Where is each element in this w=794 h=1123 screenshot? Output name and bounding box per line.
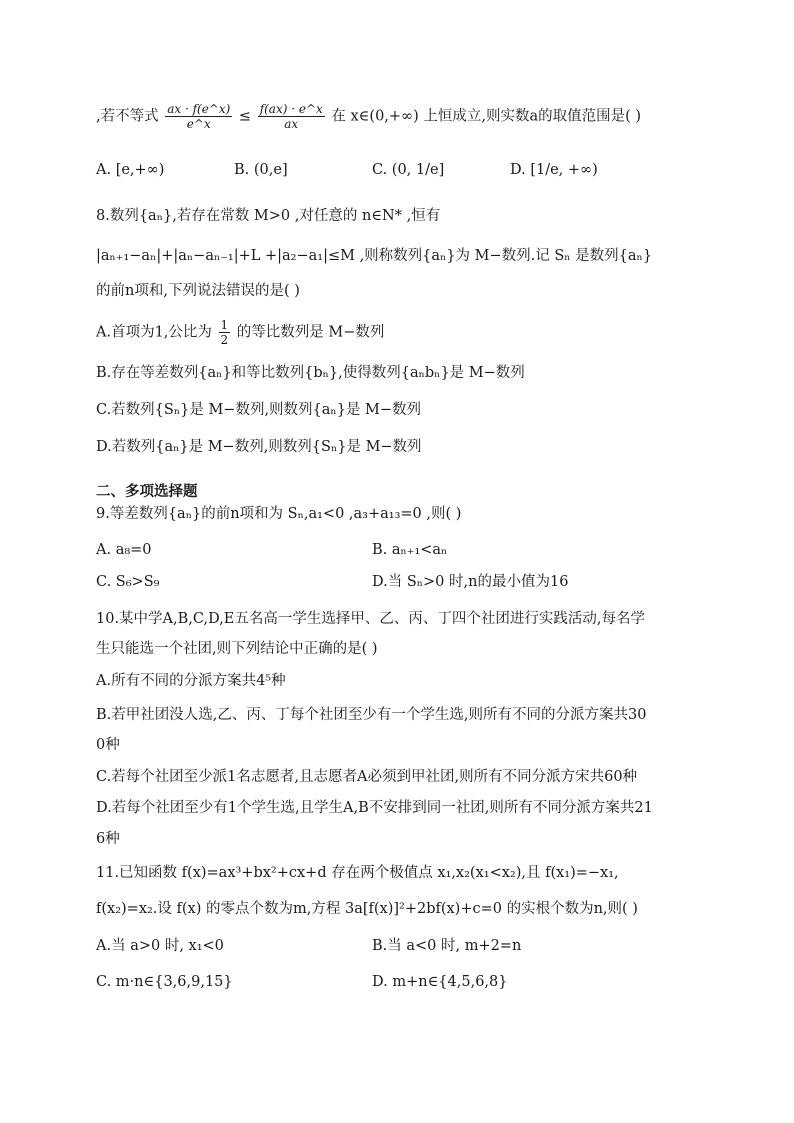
- q9-options-row1: [96, 536, 706, 564]
- q11-stem-line2: f(x₂)=x₂.设 f(x) 的零点个数为m,方程 3a[f(x)]²+2bf(x)+c=0 的实根个数为n,则( ): [96, 901, 638, 917]
- q7-rhs-fraction: [258, 102, 325, 131]
- q10-option-a: A.所有不同的分派方案共4⁵种: [96, 673, 286, 689]
- q8-option-c: C.若数列{Sₙ}是 M−数列,则数列{aₙ}是 M−数列: [96, 402, 422, 418]
- q7-relation: ≤: [238, 108, 252, 125]
- q8-stem-line1: 8.数列{aₙ},若存在常数 M>0 ,对任意的 n∈N* ,恒有: [96, 208, 441, 224]
- q11-options-row1: [96, 932, 706, 960]
- q10-option-c: C.若每个社团至少派1名志愿者,且志愿者A必须到甲社团,则所有不同分派方宋共60种: [96, 769, 638, 785]
- q9-option-c: C. S₆>S₉: [96, 574, 160, 590]
- q7-option-a: A. [e,+∞): [96, 162, 165, 178]
- q10-option-b-line1: B.若甲社团没人选,乙、丙、丁每个社团至少有一个学生选,则所有不同的分派方案共30: [96, 707, 647, 723]
- q8-option-a-post: 的等比数列是 M−数列: [236, 324, 385, 341]
- q10-option-b-line2: 0种: [96, 737, 120, 753]
- q10-option-d-line1: D.若每个社团至少有1个学生选,且学生A,B不安排到同一社团,则所有不同分派方案共21: [96, 800, 653, 816]
- q10-stem-line2: 生只能选一个社团,则下列结论中正确的是( ): [96, 641, 378, 657]
- q9-stem: 9.等差数列{aₙ}的前n项和为 Sₙ,a₁<0 ,a₃+a₁₃=0 ,则( ): [96, 506, 462, 522]
- q8-stem-line3: 的前n项和,下列说法错误的是( ): [96, 283, 300, 299]
- q8-option-a-den: 2: [220, 333, 229, 347]
- section-title-multiple-choice: 二、多项选择题: [96, 484, 198, 500]
- q9-option-a: A. a₈=0: [96, 542, 152, 558]
- q11-stem-line1: 11.已知函数 f(x)=ax³+bx²+cx+d 存在两个极值点 x₁,x₂(x₁<x₂),且 f(x₁)=−x₁,: [96, 865, 619, 881]
- q9-option-d: D.当 Sₙ>0 时,n的最小值为16: [372, 574, 569, 590]
- q11-option-a: A.当 a>0 时, x₁<0: [96, 938, 224, 954]
- q10-option-d-line2: 6种: [96, 831, 120, 847]
- q7-options: [96, 156, 706, 184]
- q8-option-a-num: 1: [220, 318, 229, 332]
- q7-option-b: B. (0,e]: [234, 162, 288, 178]
- q10-stem-line1: 10.某中学A,B,C,D,E五名高一学生选择甲、乙、丙、丁四个社团进行实践活动,每名学: [96, 611, 646, 627]
- q7-lhs-fraction: [165, 102, 232, 131]
- q8-option-a-fraction: [219, 318, 231, 347]
- q11-option-d: D. m+n∈{4,5,6,8}: [372, 974, 508, 990]
- q9-options-row2: [96, 568, 706, 596]
- q8-option-a: [96, 318, 384, 347]
- q8-stem-line2: |aₙ₊₁−aₙ|+|aₙ−aₙ₋₁|+L +|a₂−a₁|≤M ,则称数列{aₙ}为 M−数列.记 Sₙ 是数列{aₙ}: [96, 248, 653, 264]
- q7-rhs-num: f(ax) · e^x: [259, 102, 323, 116]
- q11-options-row2: [96, 968, 706, 996]
- q7-lhs-num: ax · f(e^x): [167, 102, 231, 116]
- q7-stem-pre: ,若不等式: [96, 108, 159, 125]
- q7-option-d: D. [1/e, +∞): [510, 162, 598, 178]
- q7-stem: [96, 102, 641, 131]
- q7-option-c: C. (0, 1/e]: [372, 162, 445, 178]
- q9-option-b: B. aₙ₊₁<aₙ: [372, 542, 448, 558]
- q7-stem-post: 在 x∈(0,+∞) 上恒成立,则实数a的取值范围是( ): [331, 108, 642, 125]
- q11-option-c: C. m·n∈{3,6,9,15}: [96, 974, 233, 990]
- q8-option-a-pre: A.首项为1,公比为: [96, 324, 212, 341]
- q11-option-b: B.当 a<0 时, m+2=n: [372, 938, 522, 954]
- q8-option-d: D.若数列{aₙ}是 M−数列,则数列{Sₙ}是 M−数列: [96, 439, 422, 455]
- q7-lhs-den: e^x: [186, 117, 211, 131]
- q8-option-b: B.存在等差数列{aₙ}和等比数列{bₙ},使得数列{aₙbₙ}是 M−数列: [96, 365, 525, 381]
- q7-rhs-den: ax: [284, 117, 299, 131]
